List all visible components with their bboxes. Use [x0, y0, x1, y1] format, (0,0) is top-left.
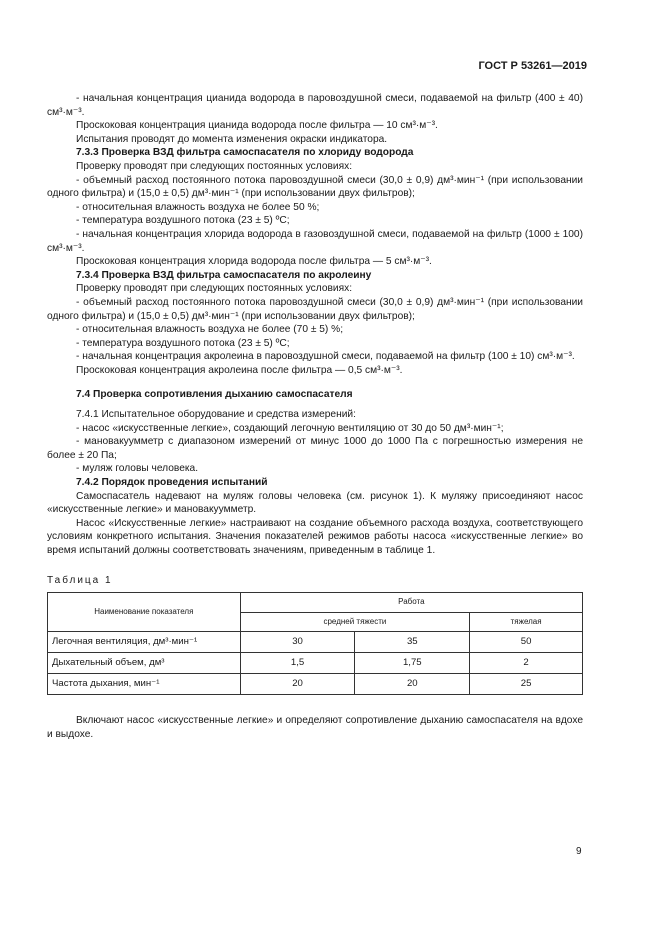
- list-item: - начальная концентрация акролеина в паровоздушной смеси, подаваемой на фильтр (100 ± 10) см³·м⁻³.: [76, 351, 575, 363]
- cell-value: 25: [470, 674, 583, 695]
- section-heading-7-4: 7.4 Проверка сопротивления дыханию самоспасателя: [76, 389, 353, 401]
- row-label: Легочная вентиляция, дм³·мин⁻¹: [48, 632, 241, 653]
- list-item: - относительная влажность воздуха не более 50 %;: [76, 201, 320, 213]
- list-item: - муляж головы человека.: [76, 463, 199, 475]
- table-caption: Таблица 1: [47, 575, 113, 586]
- section-heading-7-3-3: 7.3.3 Проверка ВЗД фильтра самоспасателя по хлориду водорода: [76, 147, 414, 159]
- document-body: [47, 92, 583, 558]
- paragraph: Насос «Искусственные легкие» настраивают на создание объемного расхода воздуха, соответствующего условиям конкретного испытания. Значения показателей режимов работы насоса «искусственные легкие» во время испытаний должны соответствовать значениям, приведенным в таблице 1.: [47, 517, 583, 556]
- list-item: - относительная влажность воздуха не более (70 ± 5) %;: [76, 324, 344, 336]
- row-label: Дыхательный объем, дм³: [48, 653, 241, 674]
- page-number: 9: [576, 846, 582, 857]
- list-item: - температура воздушного потока (23 ± 5) ºС;: [76, 337, 290, 349]
- row-label: Частота дыхания, мин⁻¹: [48, 674, 241, 695]
- cell-value: 1,5: [240, 653, 355, 674]
- cell-value: 20: [355, 674, 470, 695]
- cell-value: 35: [355, 632, 470, 653]
- section-heading-7-3-4: 7.3.4 Проверка ВЗД фильтра самоспасателя по акролеину: [76, 269, 372, 281]
- list-item: - температура воздушного потока (23 ± 5) ºС;: [76, 215, 290, 227]
- header-indicator-name: Наименование показателя: [48, 593, 241, 632]
- header-work: Работа: [240, 593, 582, 613]
- header-medium: средней тяжести: [240, 612, 470, 632]
- paragraph: - начальная концентрация цианида водорода в паровоздушной смеси, подаваемой на фильтр (400 ± 40) см³·м⁻³.: [47, 93, 583, 118]
- paragraph: Испытания проводят до момента изменения окраски индикатора.: [76, 133, 388, 145]
- paragraph: Проверку проводят при следующих постоянных условиях:: [76, 283, 353, 295]
- closing-paragraph: [47, 714, 583, 741]
- cell-value: 20: [240, 674, 355, 695]
- cell-value: 1,75: [355, 653, 470, 674]
- paragraph: Проскоковая концентрация цианида водорода после фильтра — 10 см³·м⁻³.: [76, 120, 438, 132]
- paragraph: 7.4.1 Испытательное оборудование и средства измерений:: [76, 409, 356, 421]
- paragraph: Самоспасатель надевают на муляж головы человека (см. рисунок 1). К муляжу присоединяют насос «искусственные легкие» и мановакуумметр.: [47, 490, 583, 516]
- table-row: [48, 632, 583, 653]
- list-item: - насос «искусственные легкие», создающий легочную вентиляцию от 30 до 50 дм³·мин⁻¹;: [76, 422, 504, 434]
- paragraph: Проверку проводят при следующих постоянных условиях:: [76, 160, 353, 172]
- cell-value: 50: [470, 632, 583, 653]
- list-item: - объемный расход постоянного потока паровоздушной смеси (30,0 ± 0,9) дм³·мин⁻¹ (при использовании одного фильтра) и (15,0 ± 0,5) дм³·мин⁻¹ (при использовании двух фильтров);: [47, 296, 583, 322]
- breathing-modes-table: [47, 592, 583, 695]
- paragraph: Проскоковая концентрация акролеина после фильтра — 0,5 см³·м⁻³.: [76, 364, 403, 376]
- paragraph: Проскоковая концентрация хлорида водорода после фильтра — 5 см³·м⁻³.: [76, 256, 432, 268]
- paragraph: Включают насос «искусственные легкие» и определяют сопротивление дыханию самоспасателя на вдохе и выдохе.: [47, 715, 583, 740]
- table-row: [48, 674, 583, 695]
- list-item: - начальная концентрация хлорида водорода в газовоздушной смеси, подаваемой на фильтр (1000 ± 100) см³·м⁻³.: [47, 228, 583, 254]
- list-item: - объемный расход постоянного потока паровоздушной смеси (30,0 ± 0,9) дм³·мин⁻¹ (при использовании одного фильтра) и (15,0 ± 0,5) дм³·мин⁻¹ (при использовании двух фильтров);: [47, 174, 583, 200]
- section-heading-7-4-2: 7.4.2 Порядок проведения испытаний: [76, 477, 268, 489]
- header-heavy: тяжелая: [470, 612, 583, 632]
- cell-value: 30: [240, 632, 355, 653]
- list-item: - мановакуумметр с диапазоном измерений от минус 1000 до 1000 Па с погрешностью измерения не более ± 20 Па;: [47, 436, 583, 461]
- table-row: [48, 653, 583, 674]
- cell-value: 2: [470, 653, 583, 674]
- document-id: ГОСТ Р 53261—2019: [478, 60, 587, 72]
